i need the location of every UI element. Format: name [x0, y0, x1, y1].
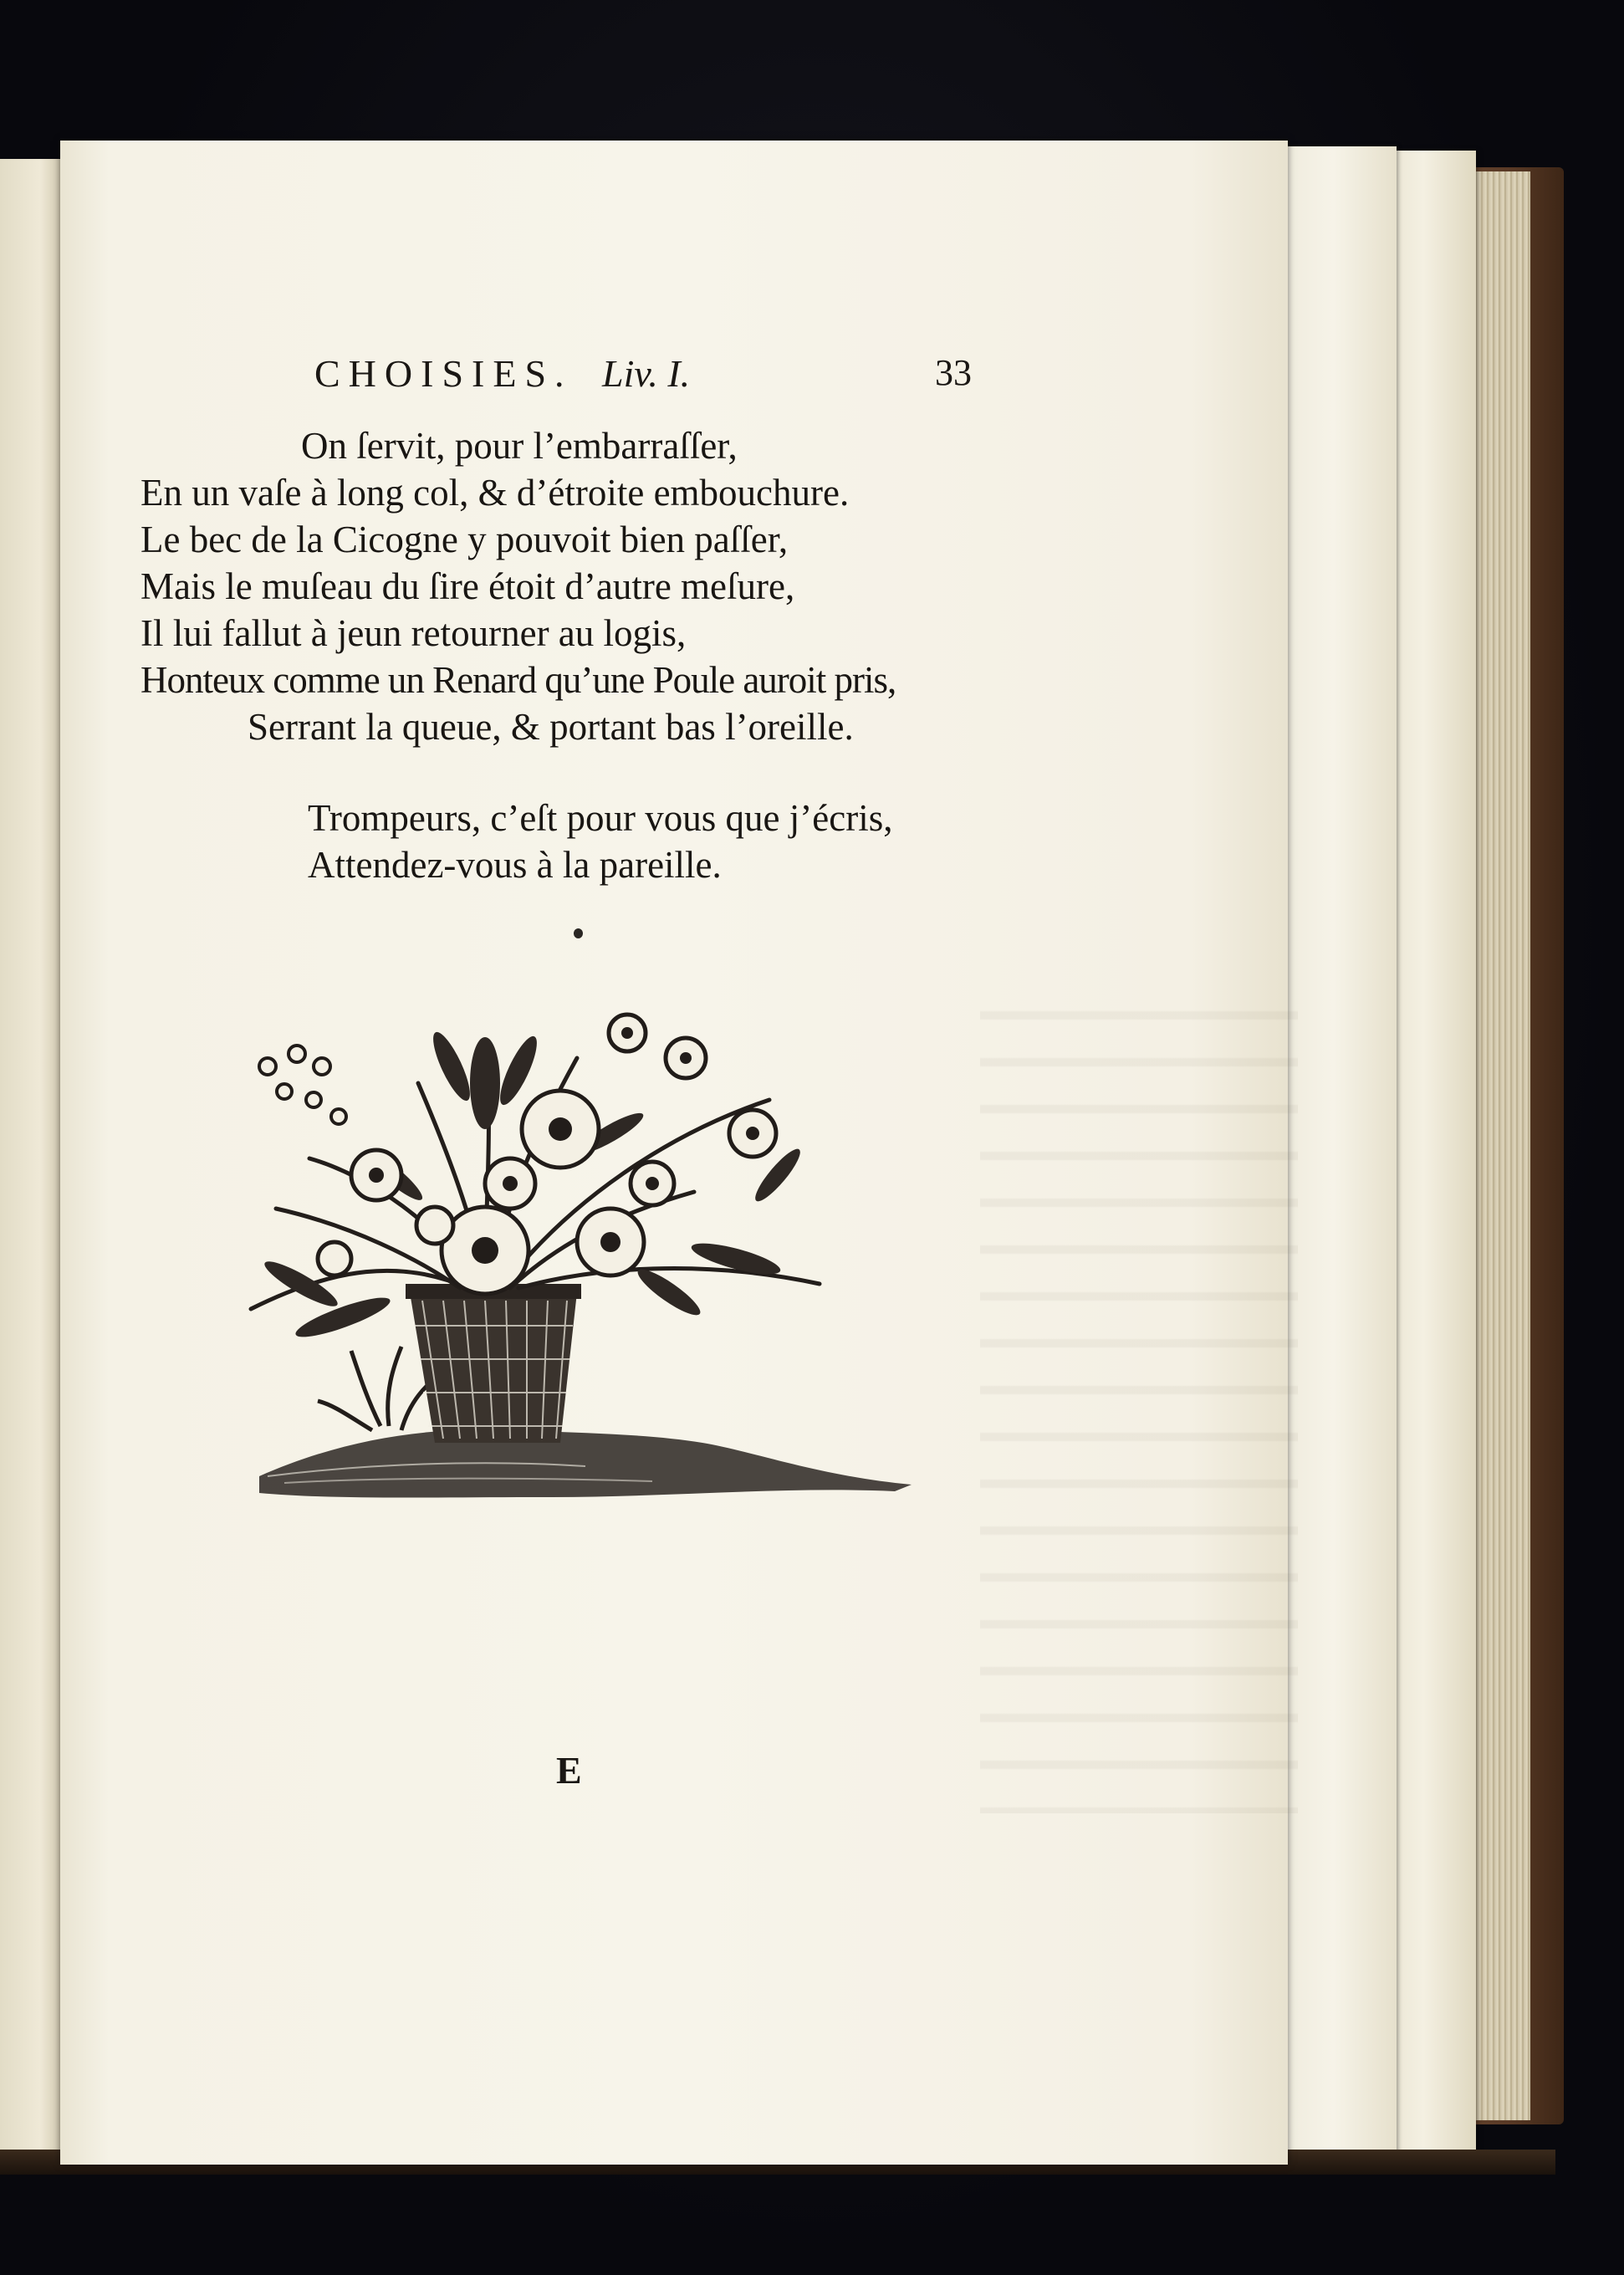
running-head-book: Liv. I.	[602, 352, 691, 395]
verse-line: On ſervit, pour l’embarraſſer,	[301, 425, 738, 467]
verse-line: Il lui fallut à jeun retourner au logis,	[140, 612, 687, 654]
verse-line: Serrant la queue, & portant bas l’oreille.	[248, 706, 854, 748]
underlying-page	[1388, 151, 1476, 2158]
show-through-text	[980, 977, 1298, 1813]
ink-dot	[574, 928, 583, 938]
signature-mark: E	[556, 1749, 582, 1792]
running-head-title: CHOISIES.	[314, 352, 573, 395]
verse-line: Le bec de la Cicogne y pouvoit bien paſſer,	[140, 519, 789, 560]
verse-line: En un vaſe à long col, & d’étroite embouchure.	[140, 472, 850, 514]
verse-line: Honteux comme un Renard qu’une Poule auroit pris,	[140, 659, 896, 701]
left-page-edge	[0, 159, 67, 2158]
flower-basket-woodcut	[234, 1008, 920, 1526]
verse-line: Mais le muſeau du ſire étoit d’autre meſure,	[140, 565, 795, 607]
running-head	[251, 351, 1004, 401]
moral-line: Attendez-vous à la pareille.	[308, 844, 722, 886]
page-edges	[1472, 171, 1530, 2120]
moral-line: Trompeurs, c’eſt pour vous que j’écris,	[308, 797, 893, 839]
page-number: 33	[935, 352, 972, 393]
